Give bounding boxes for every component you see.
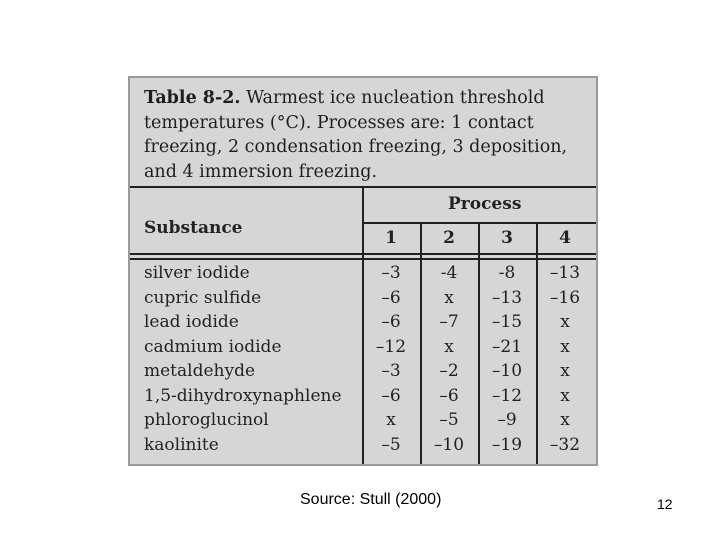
value-cell: -4 (440, 263, 458, 283)
table-caption-label: Table 8-2. (144, 88, 241, 108)
substance-cell: 1,5-dihydroxynaphlene (144, 385, 342, 406)
value-cell: –6 (381, 312, 401, 332)
value-cell: –13 (491, 287, 523, 308)
source-citation: Source: Stull (2000) (300, 491, 442, 508)
header-process-4: 4 (559, 228, 571, 248)
value-cell: –12 (491, 385, 523, 406)
header-process-3: 3 (501, 228, 513, 248)
header-process-2: 2 (443, 228, 455, 248)
header-process-1: 1 (385, 228, 397, 248)
value-cell: –9 (497, 410, 517, 430)
value-cell: –16 (549, 287, 581, 308)
table-caption (144, 86, 584, 184)
value-cell: –3 (381, 263, 401, 283)
value-cell: x (560, 385, 570, 406)
value-cell: –10 (433, 434, 465, 455)
header-substance: Substance (144, 218, 243, 238)
value-cell: x (560, 361, 570, 381)
value-cell: –19 (491, 434, 523, 455)
value-cell: x (560, 312, 570, 332)
substance-cell: cupric sulfide (144, 287, 262, 308)
value-cell: x (386, 410, 396, 430)
value-cell: x (560, 336, 570, 357)
value-cell: -8 (498, 263, 516, 283)
substance-cell: phloroglucinol (144, 410, 269, 430)
value-cell: –10 (491, 361, 523, 381)
value-cell: –2 (439, 361, 459, 381)
substance-cell: kaolinite (144, 434, 219, 455)
value-cell: –21 (491, 336, 523, 357)
substance-cell: metaldehyde (144, 361, 256, 381)
value-cell: –5 (381, 434, 401, 455)
value-cell: –6 (381, 385, 401, 406)
value-cell: x (444, 336, 454, 357)
value-cell: –5 (439, 410, 459, 430)
value-cell: –7 (439, 312, 459, 332)
page-number: 12 (657, 496, 673, 512)
value-cell: –12 (375, 336, 407, 357)
value-cell: –6 (439, 385, 459, 406)
value-cell: –3 (381, 361, 401, 381)
value-cell: –13 (549, 263, 581, 283)
scanned-table-image (128, 76, 598, 466)
header-process: Process (448, 194, 522, 214)
value-cell: –6 (381, 287, 401, 308)
value-cell: –15 (491, 312, 523, 332)
value-cell: –32 (549, 434, 581, 455)
value-cell: x (444, 287, 454, 308)
substance-cell: silver iodide (144, 263, 250, 283)
table-caption-text: Warmest ice nucleation threshold temperatures (°C). Processes are: 1 contact freezing, 2 condensation freezing, 3 deposition, and 4 immersion freezing. (144, 88, 568, 182)
substance-cell: lead iodide (144, 312, 239, 332)
value-cell: x (560, 410, 570, 430)
substance-cell: cadmium iodide (144, 336, 282, 357)
